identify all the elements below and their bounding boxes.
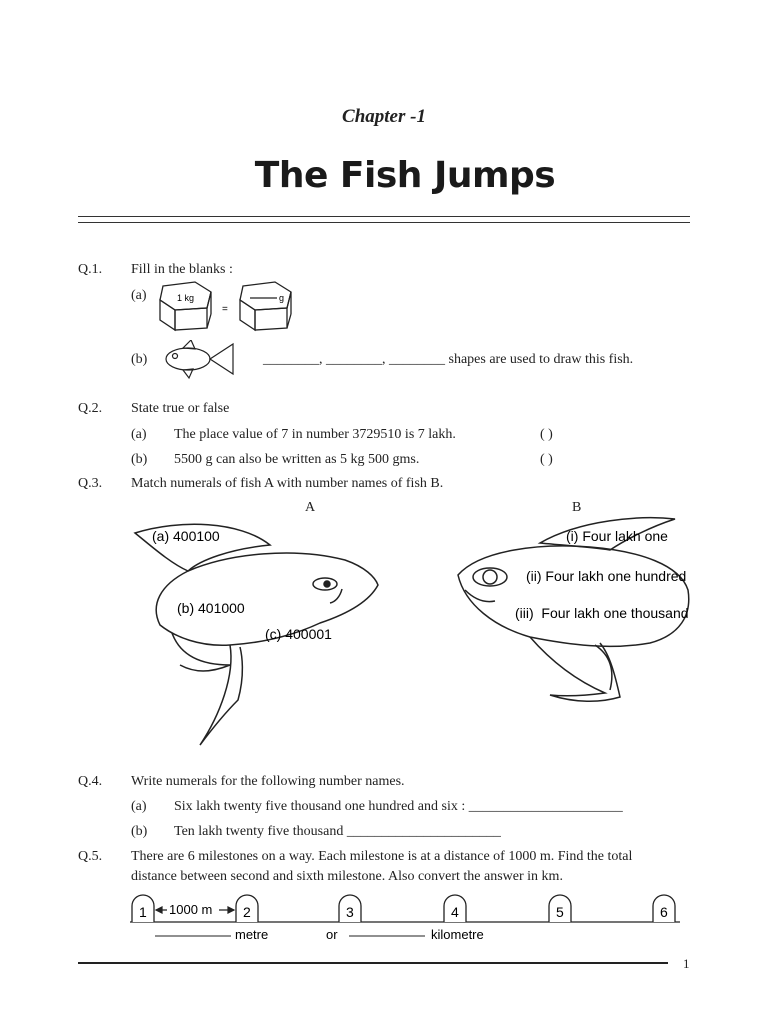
page-number: 1: [683, 956, 690, 971]
q2b-text: 5500 g can also be written as 5 kg 500 gms.: [174, 452, 420, 467]
or-text: or: [326, 927, 338, 942]
q1-prompt: Fill in the blanks :: [131, 262, 233, 277]
milestone-3: 3: [346, 904, 354, 920]
q1b-text: ________, ________, ________ shapes are used to draw this fish.: [263, 352, 634, 367]
q2a-answer-box: ( ): [540, 427, 553, 442]
weight-box-right: [240, 282, 291, 330]
fish-b-label: B: [572, 500, 582, 515]
q2b-label: (b): [131, 452, 148, 467]
unit-kilometre: kilometre: [431, 927, 484, 942]
milestone-5: 5: [556, 904, 564, 920]
fish-b-item-i: (i) Four lakh one: [566, 528, 668, 544]
q3-number: Q.3.: [78, 476, 103, 491]
q2a-text: The place value of 7 in number 3729510 is 7 lakh.: [174, 427, 456, 442]
q2-number: Q.2.: [78, 401, 103, 416]
weight-boxes-figure: [155, 278, 300, 338]
q1b-label: (b): [131, 352, 148, 367]
q5-number: Q.5.: [78, 849, 103, 864]
q5-line1: There are 6 milestones on a way. Each milestone is at a distance of 1000 m. Find the total: [131, 849, 633, 864]
milestone-1: 1: [139, 904, 147, 920]
fish-a-label: A: [305, 500, 316, 515]
fish-a-drawing: [135, 524, 378, 745]
milestone-4: 4: [451, 904, 459, 920]
footer-rule: [78, 962, 668, 964]
q1-number: Q.1.: [78, 262, 103, 277]
q4b-text: Ten lakh twenty five thousand ______________________: [174, 824, 501, 839]
title-divider-top: [78, 216, 690, 217]
fish-a-item-a: (a) 400100: [152, 528, 220, 544]
page-title: The Fish Jumps: [254, 155, 556, 196]
weight-right-unit: g: [279, 293, 285, 303]
q3-prompt: Match numerals of fish A with number names of fish B.: [131, 476, 444, 491]
q4a-label: (a): [131, 799, 147, 814]
q1a-label: (a): [131, 288, 147, 303]
milestone-2: 2: [243, 904, 251, 920]
match-fish-figure: [120, 505, 720, 760]
fish-eye-circle: [173, 354, 178, 359]
fish-a-item-b: (b) 401000: [177, 600, 245, 616]
distance-label: 1000 m: [169, 902, 213, 917]
chapter-label: Chapter -1: [342, 106, 426, 127]
q2-prompt: State true or false: [131, 401, 230, 416]
q4-number: Q.4.: [78, 774, 103, 789]
weight-equals: =: [222, 304, 228, 315]
title-divider-bottom: [78, 222, 690, 223]
fish-b-item-iii: (iii) Four lakh one thousand: [515, 605, 689, 621]
fish-a-item-c: (c) 400001: [265, 626, 332, 642]
weight-box-left: [160, 282, 211, 330]
q2b-answer-box: ( ): [540, 452, 553, 467]
q4-prompt: Write numerals for the following number names.: [131, 774, 405, 789]
unit-metre: metre: [235, 927, 269, 942]
q5-line2: distance between second and sixth milestone. Also convert the answer in km.: [131, 869, 563, 884]
fish-body-oval: [166, 348, 210, 370]
fish-b-item-ii: (ii) Four lakh one hundred: [526, 568, 687, 584]
milestone-figure: [125, 892, 685, 944]
fish-tail-triangle: [210, 344, 233, 374]
milestone-6: 6: [660, 904, 668, 920]
q4a-text: Six lakh twenty five thousand one hundred and six : ______________________: [174, 799, 623, 814]
q4b-label: (b): [131, 824, 148, 839]
q2a-label: (a): [131, 427, 147, 442]
shapes-fish-figure: [163, 340, 238, 380]
weight-left-value: 1 kg: [177, 293, 195, 303]
